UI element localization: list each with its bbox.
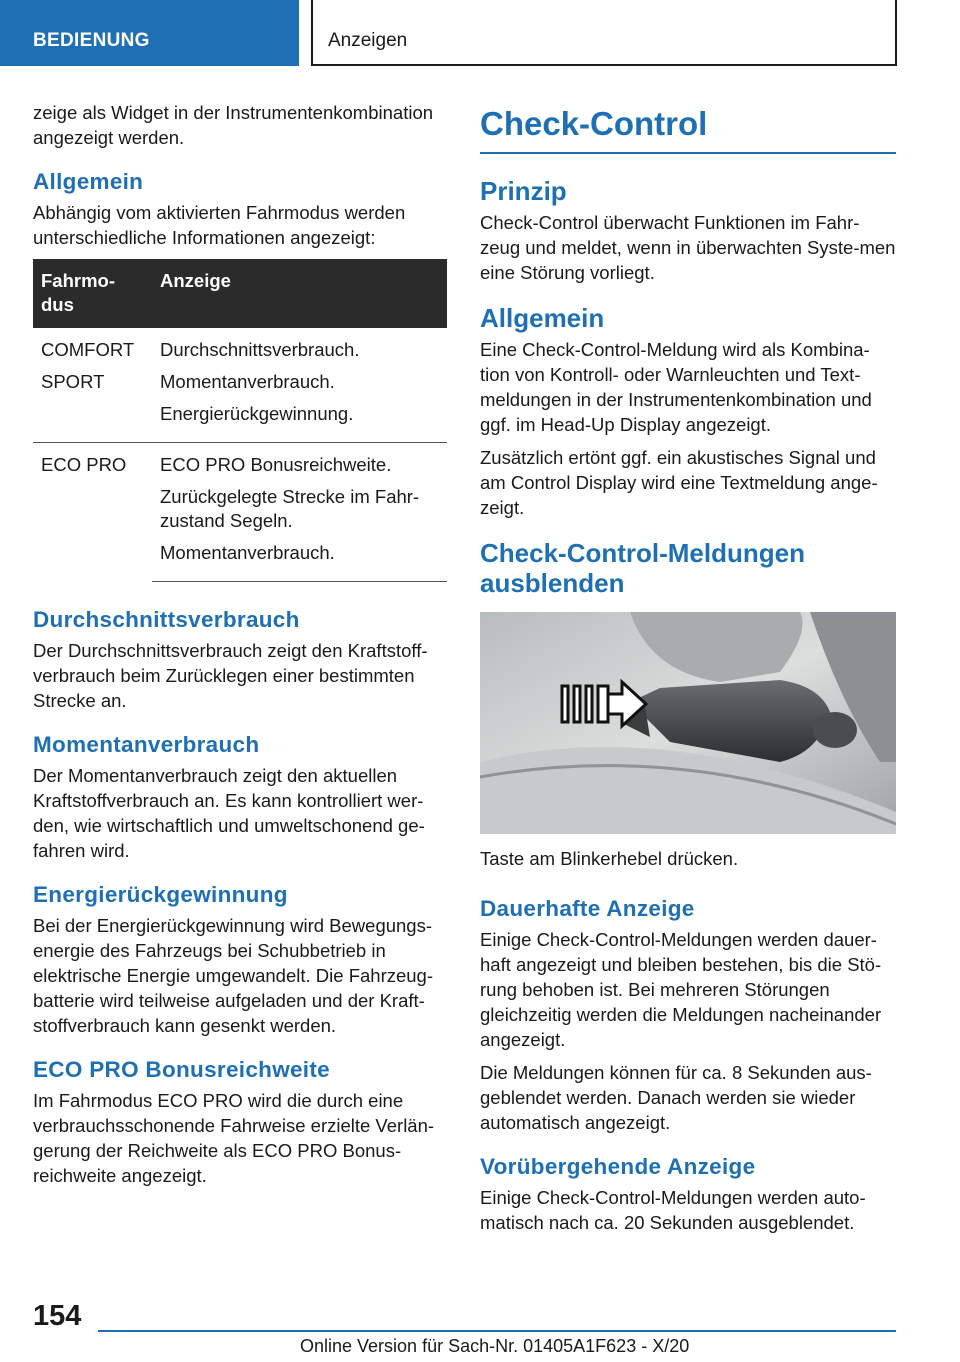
footer-rule [98,1330,896,1332]
chapter-label: Anzeigen [328,30,408,51]
right-column [480,100,896,1243]
footer-text: Online Version für Sach-Nr. 01405A1F623 - X/20 [300,1336,690,1356]
intro-text: zeige als Widget in der Instrumentenkombination angezeigt werden. [33,102,434,148]
allgemein-text: Abhängig vom aktivierten Fahrmodus werden unterschiedliche Informationen angezeigt: [33,202,406,248]
lever-illustration [480,612,896,834]
vorueber-heading: Vorübergehende Anzeige [480,1154,756,1179]
chapter-tab [311,0,897,66]
energie-text: Bei der Energierückgewinnung wird Bewegungs-energie des Fahrzeugs bei Schubbetrieb in elektrische Energie umgewandelt. Die Fahrzeug-batterie wird teilweise aufgeladen und der Kraft-stoffverbrauch kann gesenkt werden. [33,915,434,1036]
display-cell: Durchschnittsverbrauch. [160,339,360,360]
display-cell: Zurückgelegte Strecke im Fahr- zustand Segeln. [160,486,420,531]
drive-mode-table [33,259,447,582]
allgemein-heading-right: Allgemein [480,303,605,333]
display-cell: Momentanverbrauch. [160,371,335,392]
allgemein-text-1: Eine Check-Control-Meldung wird als Kombina-tion von Kontroll- oder Warnleuchten und Text-meldungen in der Instrumentenkombination und ggf. im Head-Up Display angezeigt. [480,339,872,435]
durchschnitt-heading: Durchschnittsverbrauch [33,607,300,632]
section-tab [0,0,299,66]
dauer-text-2: Die Meldungen können für ca. 8 Sekunden aus-geblendet werden. Danach werden sie wieder automatisch angezeigt. [480,1062,872,1133]
table-header-mode [33,259,152,328]
check-control-title: Check-Control [480,105,708,142]
energie-heading: Energierückgewinnung [33,882,288,907]
mode-cell: COMFORT [41,339,135,360]
momentan-heading: Momentanverbrauch [33,732,260,757]
eco-heading: ECO PRO Bonusreichweite [33,1057,330,1082]
mode-cell: ECO PRO [41,454,127,475]
table-row [33,328,447,443]
title-rule [480,152,896,154]
display-cell: ECO PRO Bonusreichweite. [160,454,392,475]
vorueber-text: Einige Check-Control-Meldungen werden auto-matisch nach ca. 20 Sekunden ausgeblendet. [480,1187,866,1233]
table-header-mode-text: Fahrmo- dus [41,270,115,315]
section-label: BEDIENUNG [33,30,150,51]
left-column [33,100,447,1196]
display-cell: Energierückgewinnung. [160,403,354,424]
turn-signal-lever-image [480,612,896,834]
prinzip-text: Check-Control überwacht Funktionen im Fahr-zeug und meldet, wenn in überwachten Syste-men eine Störung vorliegt. [480,212,896,283]
mode-cell: SPORT [41,371,105,392]
dauer-text-1: Einige Check-Control-Meldungen werden dauer-haft angezeigt und bleiben bestehen, bis die Stö-rung behoben ist. Bei mehreren Störungen gleichzeitig werden die Meldungen nacheinander angezeigt. [480,929,882,1050]
dauer-heading: Dauerhafte Anzeige [480,896,695,921]
ausblenden-heading: Check-Control-Meldungen ausblenden [480,538,805,598]
allgemein-heading: Allgemein [33,169,144,194]
page-number: 154 [33,1300,82,1332]
eco-text: Im Fahrmodus ECO PRO wird die durch eine verbrauchsschonende Fahrweise erzielte Verlän-gerung der Reichweite als ECO PRO Bonus-reichweite angezeigt. [33,1090,435,1186]
momentan-text: Der Momentanverbrauch zeigt den aktuellen Kraftstoffverbrauch an. Es kann kontrolliert wer-den, wie wirtschaftlich und umweltschonend ge-fahren wird. [33,765,425,861]
allgemein-text-2: Zusätzlich ertönt ggf. ein akustisches Signal und am Control Display wird eine Textmeldung ange-zeigt. [480,447,878,518]
display-cell: Momentanverbrauch. [160,542,335,563]
table-header-display: Anzeige [152,259,447,328]
table-row [33,443,447,582]
prinzip-heading: Prinzip [480,176,567,206]
durchschnitt-text: Der Durchschnittsverbrauch zeigt den Kraftstoff-verbrauch beim Zurücklegen einer bestimmten Strecke an. [33,640,428,711]
image-caption: Taste am Blinkerhebel drücken. [480,848,739,869]
